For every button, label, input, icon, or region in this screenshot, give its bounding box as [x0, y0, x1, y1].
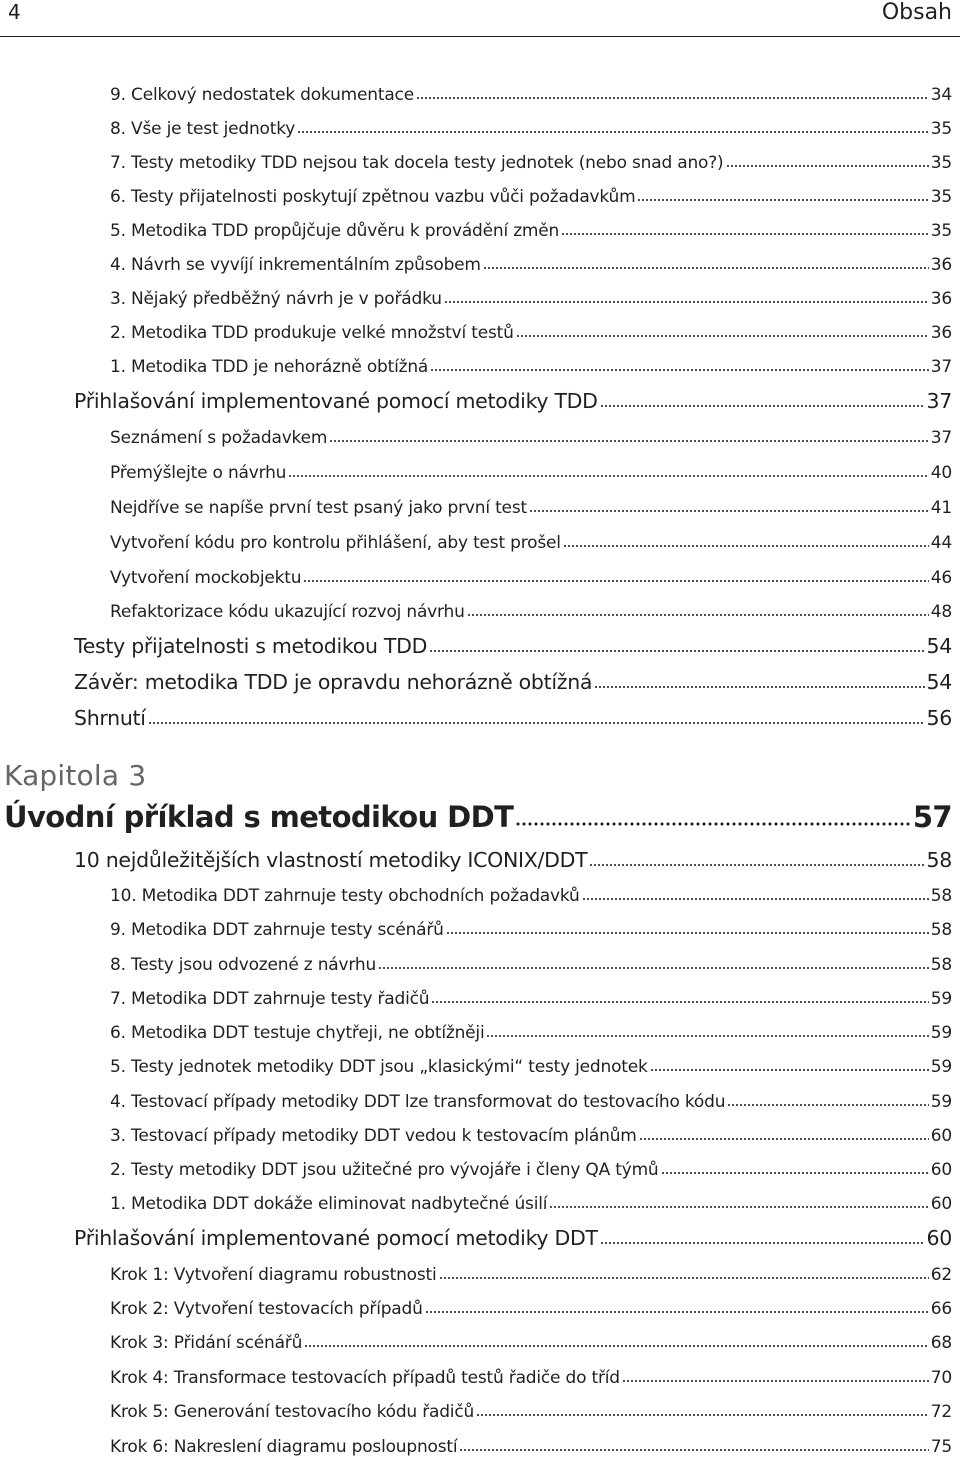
toc-entry-title: Přihlašování implementované pomocí metodiky TDD: [74, 388, 598, 413]
toc-section-entry[interactable]: [74, 668, 952, 698]
toc-entry[interactable]: [110, 1021, 952, 1047]
dot-leader: [425, 1297, 929, 1314]
toc-entry[interactable]: [110, 1331, 952, 1357]
toc-entry[interactable]: [110, 1435, 952, 1461]
toc-entry[interactable]: [110, 1263, 952, 1289]
toc-entry[interactable]: [110, 1124, 952, 1150]
dot-leader: [303, 566, 928, 583]
toc-entry-title: Nejdříve se napíše první test psaný jako první test: [110, 498, 527, 518]
toc-entry-page: 54: [926, 633, 952, 658]
toc-entry-title: Vytvoření mockobjektu: [110, 568, 302, 588]
header-rule: [0, 36, 960, 37]
toc-entry[interactable]: [110, 953, 952, 979]
dot-leader: [329, 426, 929, 443]
dot-leader: [439, 1263, 929, 1280]
dot-leader: [486, 1021, 928, 1038]
dot-leader: [148, 704, 925, 725]
dot-leader: [431, 987, 928, 1004]
toc-entry-title: 1. Metodika DDT dokáže eliminovat nadbytečné úsilí: [110, 1194, 548, 1214]
toc-entry-page: 60: [930, 1126, 952, 1146]
dot-leader: [563, 531, 929, 548]
toc-entry-page: 37: [930, 428, 952, 448]
toc-entry[interactable]: [110, 321, 952, 347]
chapter-page: 57: [912, 800, 952, 834]
toc-entry[interactable]: [110, 461, 952, 487]
dot-leader: [515, 798, 911, 827]
toc-entry-title: 10 nejdůležitějších vlastností metodiky ICONIX/DDT: [74, 847, 588, 872]
toc-entry-title: Přemýšlejte o návrhu: [110, 463, 287, 483]
dot-leader: [297, 117, 929, 134]
toc-entry-title: 4. Návrh se vyvíjí inkrementálním způsobem: [110, 255, 481, 275]
dot-leader: [288, 461, 929, 478]
toc-entry-page: 36: [930, 255, 952, 275]
dot-leader: [549, 1192, 929, 1209]
dot-leader: [416, 83, 929, 100]
toc-entry-page: 62: [930, 1265, 952, 1285]
toc-entry-page: 58: [926, 847, 952, 872]
toc-entry-page: 59: [930, 1092, 952, 1112]
toc-entry-title: 7. Testy metodiky TDD nejsou tak docela testy jednotek (nebo snad ano?): [110, 153, 724, 173]
toc-entry-page: 54: [926, 669, 952, 694]
toc-entry-page: 35: [930, 153, 952, 173]
page-number: 4: [8, 0, 21, 24]
toc-entry-title: 9. Metodika DDT zahrnuje testy scénářů: [110, 920, 444, 940]
toc-entry[interactable]: [110, 83, 952, 109]
toc-entry-page: 59: [930, 1023, 952, 1043]
toc-entry-page: 59: [930, 1057, 952, 1077]
dot-leader: [600, 1224, 925, 1245]
toc-entry-page: 70: [930, 1368, 952, 1388]
dot-leader: [650, 1055, 929, 1072]
toc-entry[interactable]: [110, 884, 952, 910]
toc-entry-title: 3. Nějaký předběžný návrh je v pořádku: [110, 289, 442, 309]
toc-entry[interactable]: [110, 918, 952, 944]
toc-entry-page: 40: [930, 463, 952, 483]
toc-entry[interactable]: [110, 1400, 952, 1426]
page-header-title: Obsah: [881, 0, 952, 25]
toc-entry-page: 59: [930, 989, 952, 1009]
toc-entry-page: 66: [930, 1299, 952, 1319]
toc-entry[interactable]: [110, 1090, 952, 1116]
toc-entry-title: 8. Vše je test jednotky: [110, 119, 296, 139]
toc-entry-title: 10. Metodika DDT zahrnuje testy obchodních požadavků: [110, 886, 580, 906]
toc-entry-page: 36: [930, 323, 952, 343]
dot-leader: [589, 846, 924, 867]
toc-entry[interactable]: [110, 426, 952, 452]
toc-entry-page: 60: [930, 1194, 952, 1214]
toc-section-entry[interactable]: [74, 846, 952, 876]
dot-leader: [516, 321, 929, 338]
toc-entry[interactable]: [110, 287, 952, 313]
toc-entry-title: 9. Celkový nedostatek dokumentace: [110, 85, 414, 105]
chapter-title-entry[interactable]: [4, 798, 952, 838]
toc-entry-title: 4. Testovací případy metodiky DDT lze transformovat do testovacího kódu: [110, 1092, 726, 1112]
toc-entry-title: 3. Testovací případy metodiky DDT vedou k testovacím plánům: [110, 1126, 637, 1146]
toc-entry-page: 44: [930, 533, 952, 553]
toc-entry[interactable]: [110, 531, 952, 557]
toc-entry-page: 37: [926, 388, 952, 413]
toc-entry-page: 56: [926, 705, 952, 730]
dot-leader: [446, 918, 929, 935]
toc-entry-title: Vytvoření kódu pro kontrolu přihlášení, aby test prošel: [110, 533, 561, 553]
toc-entry-title: Krok 3: Přidání scénářů: [110, 1333, 303, 1353]
chapter-label: Kapitola 3: [4, 759, 147, 792]
dot-leader: [661, 1158, 929, 1175]
toc-entry[interactable]: [110, 566, 952, 592]
toc-entry[interactable]: [110, 1297, 952, 1323]
toc-section-entry[interactable]: [74, 387, 952, 417]
toc-entry-page: 35: [930, 187, 952, 207]
toc-entry-page: 58: [930, 955, 952, 975]
toc-entry-page: 41: [930, 498, 952, 518]
dot-leader: [444, 287, 929, 304]
toc-entry[interactable]: [110, 151, 952, 177]
dot-leader: [637, 185, 928, 202]
toc-entry-title: Krok 1: Vytvoření diagramu robustnosti: [110, 1265, 437, 1285]
dot-leader: [429, 632, 924, 653]
toc-entry[interactable]: [110, 496, 952, 522]
dot-leader: [727, 1090, 929, 1107]
toc-entry-page: 48: [930, 602, 952, 622]
dot-leader: [483, 253, 929, 270]
toc-entry-page: 58: [930, 920, 952, 940]
toc-entry-page: 75: [930, 1437, 952, 1457]
toc-entry-title: 8. Testy jsou odvozené z návrhu: [110, 955, 377, 975]
dot-leader: [378, 953, 929, 970]
dot-leader: [622, 1366, 929, 1383]
toc-entry-page: 37: [930, 357, 952, 377]
dot-leader: [304, 1331, 929, 1348]
dot-leader: [459, 1435, 928, 1452]
toc-section-entry[interactable]: [74, 1224, 952, 1254]
toc-entry-title: 7. Metodika DDT zahrnuje testy řadičů: [110, 989, 430, 1009]
toc-entry-title: 5. Metodika TDD propůjčuje důvěru k provádění změn: [110, 221, 560, 241]
dot-leader: [600, 387, 925, 408]
toc-entry[interactable]: [110, 355, 952, 381]
toc-entry-title: 6. Testy přijatelnosti poskytují zpětnou vazbu vůči požadavkům: [110, 187, 636, 207]
dot-leader: [726, 151, 929, 168]
toc-entry[interactable]: [110, 600, 952, 626]
toc-entry-title: Přihlašování implementované pomocí metodiky DDT: [74, 1225, 598, 1250]
dot-leader: [476, 1400, 929, 1417]
toc-entry-page: 46: [930, 568, 952, 588]
toc-entry-title: Shrnutí: [74, 705, 146, 730]
dot-leader: [529, 496, 929, 513]
dot-leader: [639, 1124, 929, 1141]
toc-entry[interactable]: [110, 219, 952, 245]
dot-leader: [467, 600, 929, 617]
toc-entry-title: Krok 5: Generování testovacího kódu řadičů: [110, 1402, 475, 1422]
toc-entry-title: 6. Metodika DDT testuje chytřeji, ne obtížněji: [110, 1023, 485, 1043]
toc-entry[interactable]: [110, 1158, 952, 1184]
toc-entry-title: Refaktorizace kódu ukazující rozvoj návrhu: [110, 602, 465, 622]
toc-entry-title: 5. Testy jednotek metodiky DDT jsou „klasickými“ testy jednotek: [110, 1057, 648, 1077]
toc-entry[interactable]: [110, 1055, 952, 1081]
toc-entry-title: Krok 2: Vytvoření testovacích případů: [110, 1299, 423, 1319]
dot-leader: [561, 219, 929, 236]
dot-leader: [594, 668, 924, 689]
toc-section-entry[interactable]: [74, 704, 952, 734]
toc-entry-title: Seznámení s požadavkem: [110, 428, 328, 448]
toc-entry-title: Závěr: metodika TDD je opravdu nehorázně obtížná: [74, 669, 593, 694]
toc-entry[interactable]: [110, 117, 952, 143]
chapter-title: Úvodní příklad s metodikou DDT: [4, 800, 514, 834]
dot-leader: [582, 884, 929, 901]
toc-entry-title: 2. Metodika TDD produkuje velké množství testů: [110, 323, 514, 343]
toc-entry-page: 35: [930, 119, 952, 139]
dot-leader: [430, 355, 929, 372]
toc-entry[interactable]: [110, 987, 952, 1013]
toc-entry-page: 58: [930, 886, 952, 906]
toc-entry-page: 68: [930, 1333, 952, 1353]
toc-entry-title: Testy přijatelnosti s metodikou TDD: [74, 633, 428, 658]
toc-entry-title: Krok 4: Transformace testovacích případů testů řadiče do tříd: [110, 1368, 620, 1388]
toc-entry-page: 34: [930, 85, 952, 105]
toc-entry-page: 60: [930, 1160, 952, 1180]
toc-section-entry[interactable]: [74, 632, 952, 662]
toc-entry-title: 2. Testy metodiky DDT jsou užitečné pro vývojáře i členy QA týmů: [110, 1160, 659, 1180]
toc-entry[interactable]: [110, 185, 952, 211]
toc-entry-page: 36: [930, 289, 952, 309]
toc-entry-page: 72: [930, 1402, 952, 1422]
toc-entry-page: 60: [926, 1225, 952, 1250]
toc-entry[interactable]: [110, 1366, 952, 1392]
toc-entry[interactable]: [110, 1192, 952, 1218]
toc-entry-title: Krok 6: Nakreslení diagramu posloupností: [110, 1437, 458, 1457]
toc-entry-page: 35: [930, 221, 952, 241]
toc-entry-title: 1. Metodika TDD je nehorázně obtížná: [110, 357, 429, 377]
toc-entry[interactable]: [110, 253, 952, 279]
